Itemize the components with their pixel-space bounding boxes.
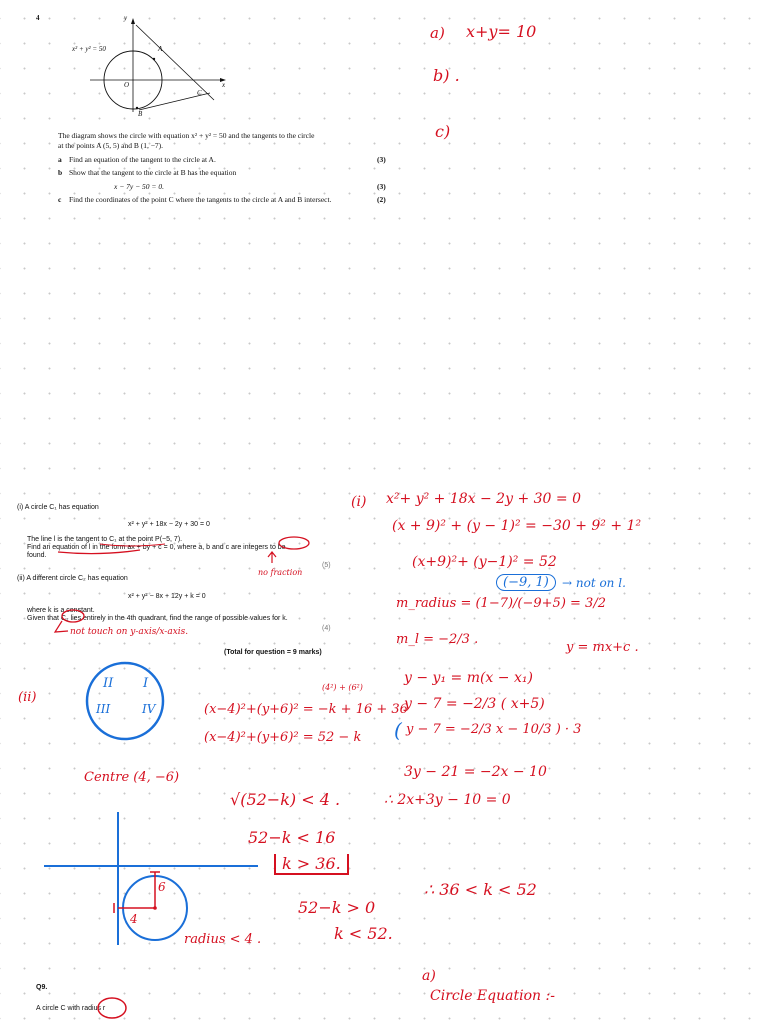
q8-total: (Total for question = 9 marks) — [224, 649, 322, 656]
answer-c-label: c) — [435, 122, 451, 141]
answer-a: x+y= 10 — [466, 22, 537, 41]
line-form: y = mx+c . — [566, 640, 639, 655]
q8-equation-1: x² + y² + 18x − 2y + 30 = 0 — [128, 521, 210, 528]
q4-circle-diagram — [0, 0, 240, 120]
quadrant-1-label: I — [143, 676, 149, 691]
working-ii-eq-1: (x−4)²+(y+6)² = −k + 16 + 36 — [204, 702, 408, 717]
y-axis-label: y — [124, 14, 128, 22]
q8-part-i: (i) A circle C₁ has equation — [17, 504, 99, 511]
q8-line-4: where k is a constant. — [27, 607, 95, 614]
inequality-3: k > 36. — [274, 854, 349, 875]
q9-text: A circle C with radius r — [36, 1005, 106, 1012]
q8-line-2: Find an equation of l in the form ax + by + c = 0, where a, b and c are integers to be — [27, 544, 286, 551]
quadrant-4-label: IV — [142, 702, 156, 716]
q4-part-a-marks: (3) — [377, 155, 386, 164]
q4-part-b-label: b — [58, 168, 63, 177]
q4-intro-1: The diagram shows the circle with equation x² + y² = 50 and the tangents to the circle — [58, 131, 315, 140]
q8-line-1: The line l is the tangent to C₁ at the point P(−5, 7). — [27, 536, 183, 543]
q4-intro-2: at the points A (5, 5) and B (1, −7). — [58, 141, 164, 150]
working-i-line-4: y − y₁ = m(x − x₁) — [404, 670, 533, 686]
bracket-icon: ( — [394, 718, 402, 742]
x-axis-label: x — [222, 81, 226, 89]
sketch-label-4: 4 — [130, 912, 138, 926]
inequality-1: √(52−k) < 4 . — [230, 790, 341, 809]
q4-part-c-text: Find the coordinates of the point C where the tangents to the circle at A and B intersect. — [69, 195, 332, 204]
centre-text: Centre (4, −6) — [84, 770, 180, 785]
no-fraction-note: no fraction — [258, 568, 303, 577]
q8-marks-ii: (4) — [322, 625, 331, 632]
quadrant-2-label: II — [103, 676, 114, 691]
gradient-tangent: m_l = −2/3 . — [396, 632, 479, 647]
working-i-label: (i) — [351, 494, 367, 510]
gradient-radius: m_radius = (1−7)/(−9+5) = 3/2 — [396, 596, 606, 611]
q4-part-c-label: c — [58, 195, 62, 204]
sketch-label-6: 6 — [158, 880, 166, 894]
inequality-2: 52−k < 16 — [248, 828, 336, 847]
working-i-line-2: (x + 9)² + (y − 1)² = −30 + 9² + 1² — [392, 518, 642, 534]
working-i-line-7: 3y − 21 = −2x − 10 — [404, 764, 547, 780]
radius-note: radius < 4 . — [184, 932, 262, 947]
final-range: ∴ 36 < k < 52 — [424, 880, 537, 899]
q9-circle-mark — [92, 994, 132, 1024]
point-a-label: A — [158, 45, 163, 53]
point-c-label: C — [197, 89, 202, 97]
q8-equation-2: x² + y² − 8x + 12y + k = 0 — [128, 593, 206, 600]
answer-a-label: a) — [430, 24, 445, 42]
q8-marks-i: (5) — [322, 562, 331, 569]
q8-line-3: found. — [27, 552, 47, 559]
working-ii-note: (4²) + (6²) — [322, 683, 363, 692]
working-i-line-6: y − 7 = −2/3 x − 10/3 ) · 3 — [406, 722, 582, 737]
q4-part-a-label: a — [58, 155, 62, 164]
q9-label: Q9. — [36, 984, 48, 991]
q4-part-b-equation: x − 7y − 50 = 0. — [114, 182, 164, 191]
answer-b-label: b) . — [433, 66, 460, 85]
centre-note: → not on l. — [562, 576, 626, 590]
inequality-5: k < 52. — [334, 924, 393, 943]
working-i-line-1: x²+ y² + 18x − 2y + 30 = 0 — [386, 491, 581, 507]
point-b-label: B — [138, 110, 143, 118]
working-ii-eq-2: (x−4)²+(y+6)² = 52 − k — [204, 730, 362, 745]
centre-circled: (−9, 1) — [496, 574, 556, 591]
question-number: 4 — [36, 14, 40, 22]
circle-equation-label: x² + y² = 50 — [72, 45, 106, 53]
q9-answer-a-label: a) — [422, 968, 436, 984]
q8-part-ii: (ii) A different circle C₂ has equation — [17, 575, 128, 582]
working-ii-label: (ii) — [18, 690, 37, 705]
inequality-4: 52−k > 0 — [298, 898, 376, 917]
q8-annotations — [0, 490, 400, 670]
q8-line-5: Given that C₂ lies entirely in the 4th quadrant, find the range of possible values for k. — [27, 615, 288, 622]
working-i-line-3: (x+9)²+ (y−1)² = 52 — [412, 554, 557, 570]
q9-answer-text: Circle Equation :- — [430, 988, 555, 1004]
axes-sketch — [40, 810, 270, 950]
not-touch-axis-note: not touch on y-axis/x-axis. — [70, 627, 189, 637]
q4-part-c-marks: (2) — [377, 195, 386, 204]
origin-label: O — [124, 81, 130, 89]
working-i-line-5: y − 7 = −2/3 ( x+5) — [404, 696, 545, 712]
q4-part-a-text: Find an equation of the tangent to the circle at A. — [69, 155, 216, 164]
quadrant-3-label: III — [96, 702, 111, 716]
q4-part-b-marks: (3) — [377, 182, 386, 191]
q4-part-b-text: Show that the tangent to the circle at B has the equation — [69, 168, 237, 177]
working-i-answer: ∴ 2x+3y − 10 = 0 — [384, 792, 511, 808]
